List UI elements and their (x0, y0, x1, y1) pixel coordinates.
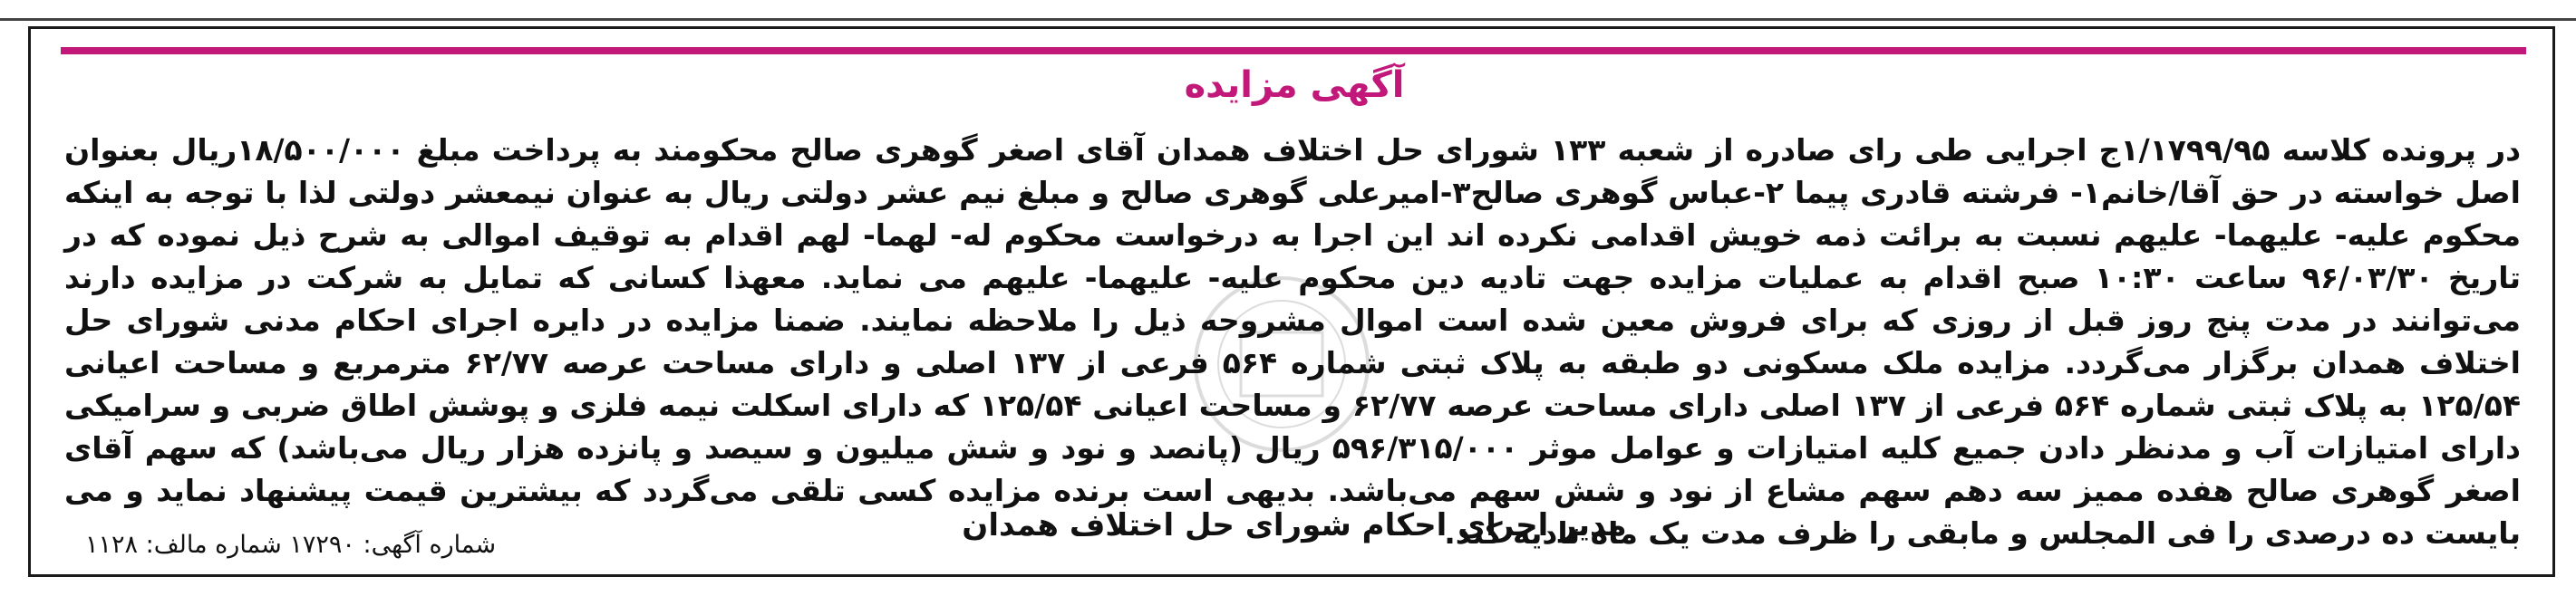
notice-body: در پرونده کلاسه ۱/۱۷۹۹/۹۵ج اجرایی طی رای صادره از شعبه ۱۳۳ شورای حل اختلاف همدان آقای اصغر گوهری صالح محکومند به پرداخت مبلغ ۱۸/۵۰۰/۰۰۰ریال بعنوان اصل خواسته در حق آقا/خانم۱- فرشته قادری پیما ۲-عباس گوهری صالح۳-امیرعلی گوهری صالح و مبلغ نیم عشر دولتی ریال به عنوان نیمعشر دولتی لذا با توجه به اینکه محکوم علیه- علیهما- علیهم نسبت به برائت ذمه خویش اقدامی نکرده اند این اجرا به درخواست محکوم له- لهما- لهم اقدام به توقیف اموالی به شرح ذیل نموده که در تاریخ ۹۶/۰۳/۳۰ ساعت ۱۰:۳۰ صبح اقدام به عملیات مزایده جهت تادیه دین محکوم علیه- علیهما- علیهم می نماید. معهذا کسانی که تمایل به شرکت در مزایده دارند می‌توانند در مدت پنج روز قبل از روزی که برای فروش معین شده است اموال مشروحه ذیل را ملاحظه نمایند. ضمنا مزایده در دایره اجرای احکام مدنی شورای حل اختلاف همدان برگزار می‌گردد. مزایده ملک مسکونی دو طبقه به پلاک ثبتی شماره ۵۶۴ فرعی از ۱۳۷ اصلی و دارای مساحت عرصه ۶۲/۷۷ مترمربع و مساحت اعیانی ۱۲۵/۵۴ به پلاک ثبتی شماره ۵۶۴ فرعی از ۱۳۷ اصلی دارای مساحت عرصه ۶۲/۷۷ و مساحت اعیانی ۱۲۵/۵۴ که دارای اسکلت نیمه فلزی و پوشش اطاق ضربی و سرامیکی دارای امتیازات آب و مدنظر دادن جمیع کلیه امتیازات و عوامل موثر ۵۹۶/۳۱۵/۰۰۰ ریال (پانصد و نود و شش میلیون و سیصد و پانزده هزار ریال می‌باشد) که سهم آقای اصغر گوهری صالح هفده ممیز سه دهم سهم مشاع از نود و شش سهم می‌باشد. بدیهی است برنده مزایده کسی تلقی می‌گردد که بیشترین قیمت پیشنهاد نماید و می بایست ده درصدی را فی المجلس و مابقی را ظرف مدت یک ماه تادیه کند. (64, 132, 2521, 551)
notice-number: شماره آگهی: ۱۷۲۹۰ شماره مالف: ۱۱۲۸ (85, 531, 497, 559)
signature-line: مدیر اجرای احکام شورای حل اختلاف همدان (962, 507, 1627, 543)
notice-title: آگهی مزایده (1184, 64, 1405, 106)
top-rule (0, 18, 2576, 21)
notice-frame (28, 26, 2555, 577)
accent-bar (61, 47, 2526, 54)
